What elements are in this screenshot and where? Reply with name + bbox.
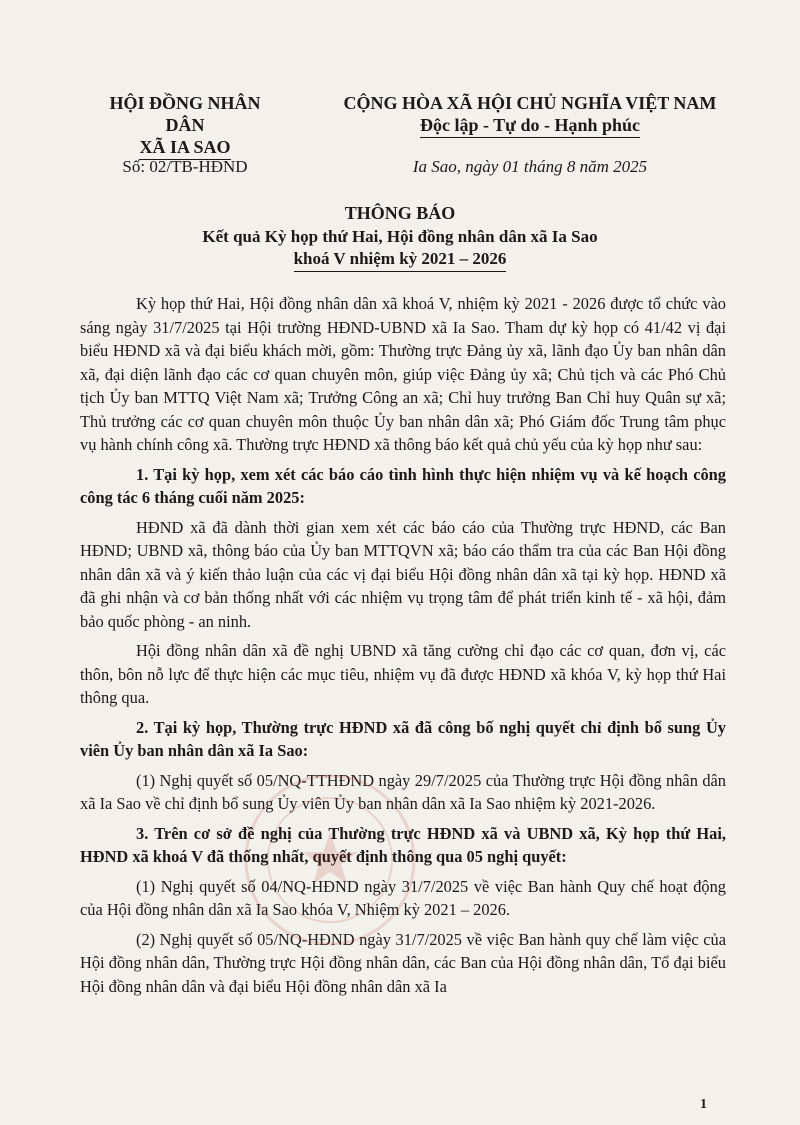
section-2-heading: 2. Tại kỳ họp, Thường trực HĐND xã đã công bố nghị quyết chỉ định bổ sung Ủy viên Ủy ban nhân dân xã Ia Sao: xyxy=(80,717,726,760)
national-heading xyxy=(320,92,740,138)
document-kind: THÔNG BÁO xyxy=(344,203,456,223)
page-number: 1 xyxy=(700,1097,707,1112)
org-name-line1: HỘI ĐỒNG NHÂN DÂN xyxy=(109,93,261,135)
national-motto: Độc lập - Tự do - Hạnh phúc xyxy=(420,114,640,138)
document-title xyxy=(100,202,700,272)
section-1-paragraph-2: Hội đồng nhân dân xã đề nghị UBND xã tăng cường chỉ đạo các cơ quan, đơn vị, các thôn, bôn nỗ lực để thực hiện các mục tiêu, nhiệm vụ đã được HĐND xã khóa V, kỳ họp thứ Hai thông qua. xyxy=(80,641,726,707)
document-body xyxy=(80,292,726,1004)
section-3-paragraph-1: (1) Nghị quyết số 04/NQ-HĐND ngày 31/7/2025 về việc Ban hành Quy chế hoạt động của Hội đồng nhân dân xã Ia Sao khóa V, Nhiệm kỳ 2021 – 2026. xyxy=(80,876,726,919)
section-3-heading: 3. Trên cơ sở đề nghị của Thường trực HĐND xã và UBND xã, Kỳ họp thứ Hai, HĐND xã khoá V đã thống nhất, quyết định thông qua 05 nghị quyết: xyxy=(80,823,726,866)
section-3-paragraph-2: (2) Nghị quyết số 05/NQ-HĐND ngày 31/7/2025 về việc Ban hành quy chế làm việc của Hội đồng nhân dân, Thường trực Hội đồng nhân dân, các Ban của Hội đồng nhân dân, Tổ đại biểu Hội đồng nhân dân và đại biểu Hội đồng nhân dân xã Ia xyxy=(80,929,726,996)
intro-paragraph: Kỳ họp thứ Hai, Hội đồng nhân dân xã khoá V, nhiệm kỳ 2021 - 2026 được tổ chức vào sáng ngày 31/7/2025 tại Hội trường HĐND-UBND xã Ia Sao. Tham dự kỳ họp có 41/42 vị đại biểu HĐND xã và đại biểu khách mời, gồm: Thường trực Đảng ủy xã, lãnh đạo Ủy ban nhân dân xã, đại diện lãnh đạo các cơ quan chuyên môn, giúp việc Đảng ủy xã; Chủ tịch và các Phó Chủ tịch Ủy ban MTTQ Việt Nam xã; Trưởng Công an xã; Chỉ huy trưởng Ban Chỉ huy Quân sự xã; Thủ trưởng các cơ quan chuyên môn thuộc Ủy ban nhân dân xã; Phó Giám đốc Trung tâm phục vụ hành chính công xã. Thường trực HĐND xã thông báo kết quả chủ yếu của kỳ họp như sau: xyxy=(80,294,726,454)
section-1-paragraph-1: HĐND xã đã dành thời gian xem xét các báo cáo của Thường trực HĐND, các Ban HĐND; UBND xã, thông báo của Ủy ban MTTQVN xã; báo cáo thẩm tra của các Ban Hội đồng nhân dân xã và ý kiến thảo luận của các vị đại biểu Hội đồng nhân dân xã tại kỳ họp. HĐND xã đã ghi nhận và cơ bản thống nhất với các nhiệm vụ trọng tâm để phát triển kinh tế - xã hội, đảm bảo quốc phòng - an ninh. xyxy=(80,517,726,631)
org-name-line2: XÃ IA SAO xyxy=(139,136,230,160)
issuing-organization xyxy=(95,92,275,160)
document-number: Số: 02/TB-HĐND xyxy=(122,157,248,176)
title-line2: khoá V nhiệm kỳ 2021 – 2026 xyxy=(294,248,507,272)
title-line1: Kết quả Kỳ họp thứ Hai, Hội đồng nhân dân xã Ia Sao xyxy=(202,227,598,246)
section-2-paragraph-1: (1) Nghị quyết số 05/NQ-TTHĐND ngày 29/7/2025 của Thường trực Hội đồng nhân dân xã Ia Sao về chỉ định bổ sung Ủy viên Ủy ban nhân dân xã Ia Sao nhiệm kỳ 2021-2026. xyxy=(80,770,726,813)
nation-name: CỘNG HÒA XÃ HỘI CHỦ NGHĨA VIỆT NAM xyxy=(343,93,717,113)
section-1-heading: 1. Tại kỳ họp, xem xét các báo cáo tình hình thực hiện nhiệm vụ và kế hoạch công công tác 6 tháng cuối năm 2025: xyxy=(80,464,726,507)
document-date: Ia Sao, ngày 01 tháng 8 năm 2025 xyxy=(412,157,648,176)
